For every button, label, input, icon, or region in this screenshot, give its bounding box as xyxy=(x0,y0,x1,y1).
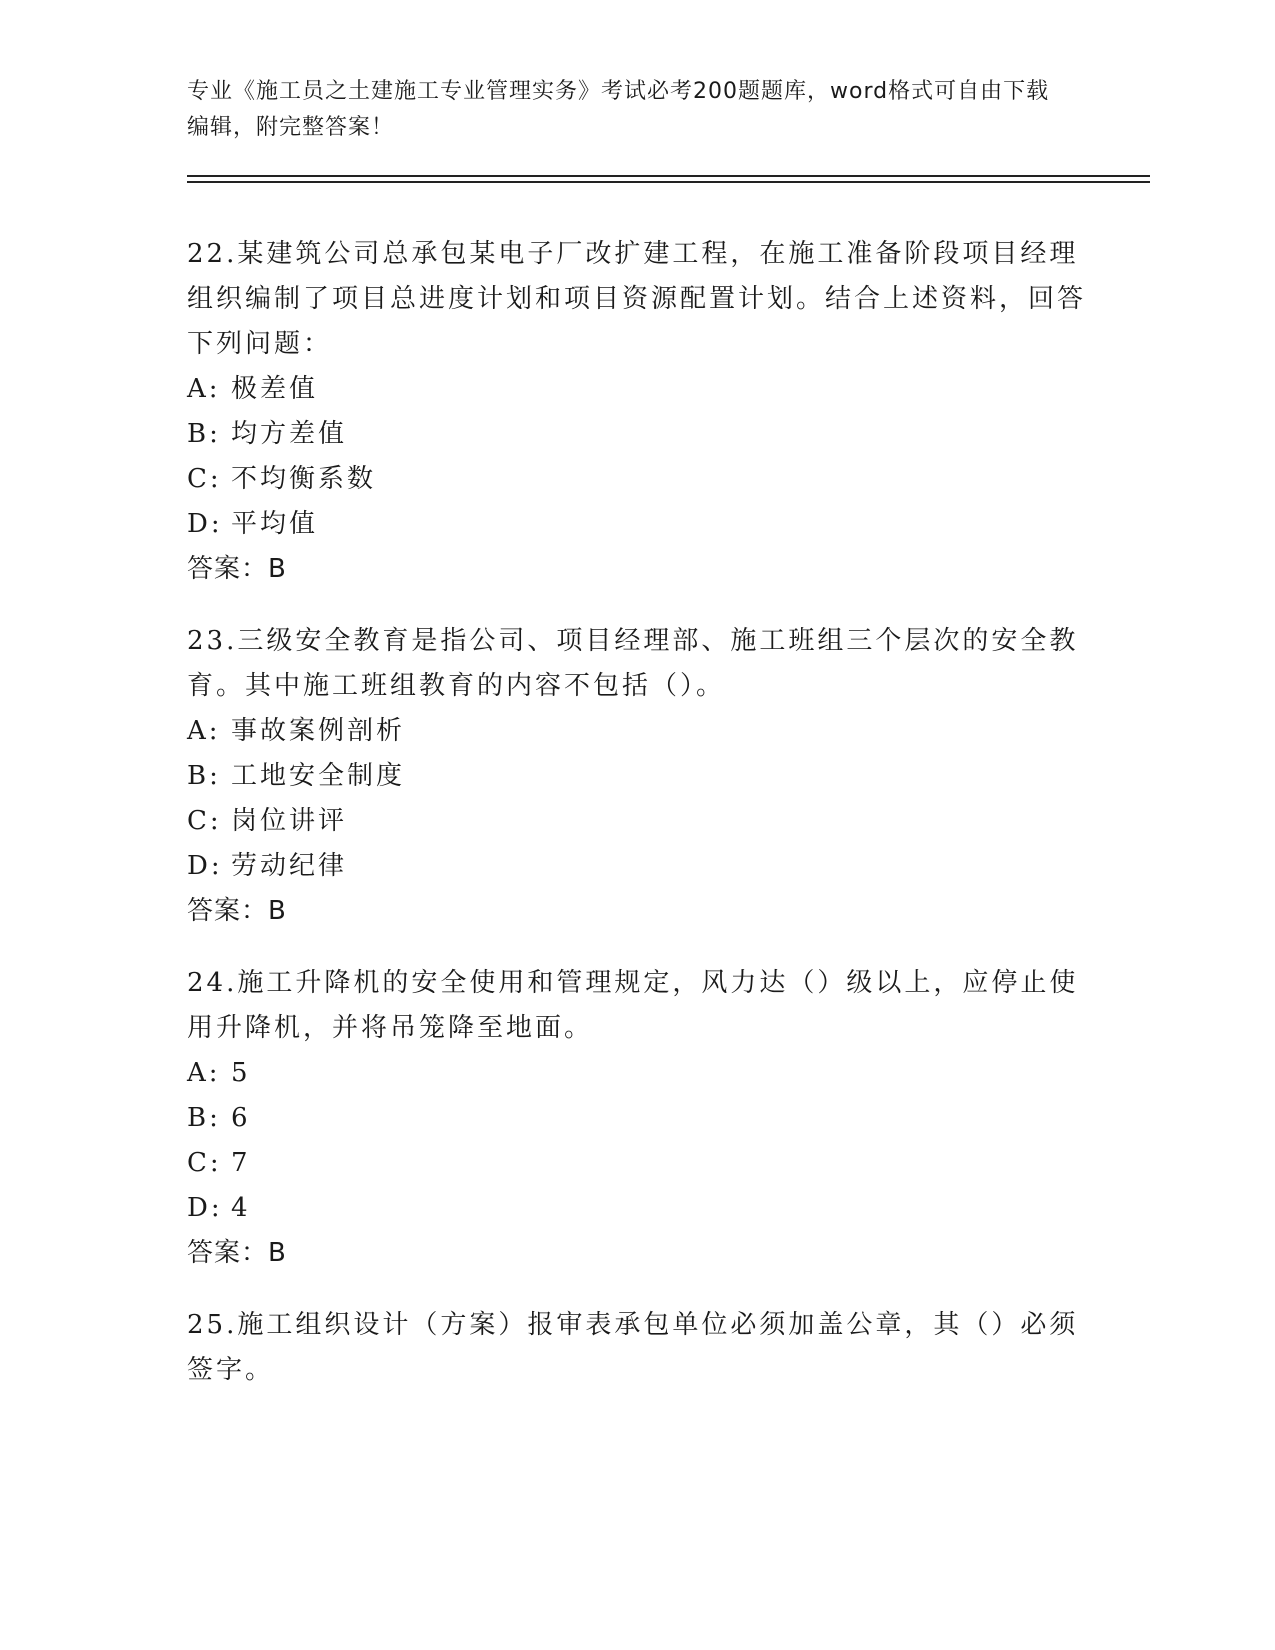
header-divider-bottom xyxy=(187,181,1150,183)
option-text: 事故案例剖析 xyxy=(231,716,406,746)
answer-line: 答案：B xyxy=(187,896,287,926)
question-list xyxy=(187,232,1087,1420)
option-text: 7 xyxy=(231,1148,251,1178)
option-c xyxy=(187,799,1087,844)
option-text: 劳动纪律 xyxy=(231,851,348,881)
option-a xyxy=(187,367,1087,412)
option-text: 不均衡系数 xyxy=(231,464,377,494)
option-text: 4 xyxy=(231,1193,251,1223)
option-c xyxy=(187,457,1087,502)
option-text: 工地安全制度 xyxy=(231,761,406,791)
option-b xyxy=(187,1096,1087,1141)
answer-line: 答案：B xyxy=(187,1238,287,1268)
option-d xyxy=(187,502,1087,547)
option-a xyxy=(187,709,1087,754)
option-letter: C: xyxy=(187,806,222,836)
option-letter: D: xyxy=(187,509,223,539)
question-22 xyxy=(187,232,1087,592)
option-letter: A: xyxy=(187,716,221,746)
question-25 xyxy=(187,1303,1087,1393)
option-letter: D: xyxy=(187,1193,223,1223)
question-stem: 23.三级安全教育是指公司、项目经理部、施工班组三个层次的安全教育。其中施工班组教育的内容不包括（）。 xyxy=(187,626,1079,701)
option-text: 平均值 xyxy=(231,509,319,539)
question-stem: 22.某建筑公司总承包某电子厂改扩建工程，在施工准备阶段项目经理组织编制了项目总进度计划和项目资源配置计划。结合上述资料，回答下列问题： xyxy=(187,239,1087,359)
option-a xyxy=(187,1051,1087,1096)
option-letter: B: xyxy=(187,761,221,791)
option-text: 均方差值 xyxy=(231,419,348,449)
option-b xyxy=(187,754,1087,799)
option-d xyxy=(187,1186,1087,1231)
option-letter: D: xyxy=(187,851,223,881)
option-c xyxy=(187,1141,1087,1186)
option-letter: B: xyxy=(187,1103,221,1133)
document-header: 专业《施工员之土建施工专业管理实务》考试必考200题题库，word格式可自由下载编辑，附完整答案！ xyxy=(187,79,1050,140)
option-letter: A: xyxy=(187,374,221,404)
option-text: 极差值 xyxy=(231,374,319,404)
option-text: 6 xyxy=(231,1103,251,1133)
option-letter: C: xyxy=(187,464,222,494)
option-letter: A: xyxy=(187,1058,221,1088)
option-letter: B: xyxy=(187,419,221,449)
option-d xyxy=(187,844,1087,889)
answer-line: 答案：B xyxy=(187,554,287,584)
question-stem: 25.施工组织设计（方案）报审表承包单位必须加盖公章，其（）必须签字。 xyxy=(187,1310,1079,1385)
option-b xyxy=(187,412,1087,457)
option-letter: C: xyxy=(187,1148,222,1178)
question-24 xyxy=(187,961,1087,1276)
option-text: 5 xyxy=(231,1058,251,1088)
header-divider-top xyxy=(187,175,1150,177)
option-text: 岗位讲评 xyxy=(231,806,348,836)
question-stem: 24.施工升降机的安全使用和管理规定，风力达（）级以上，应停止使用升降机，并将吊笼降至地面。 xyxy=(187,968,1079,1043)
question-23 xyxy=(187,619,1087,934)
